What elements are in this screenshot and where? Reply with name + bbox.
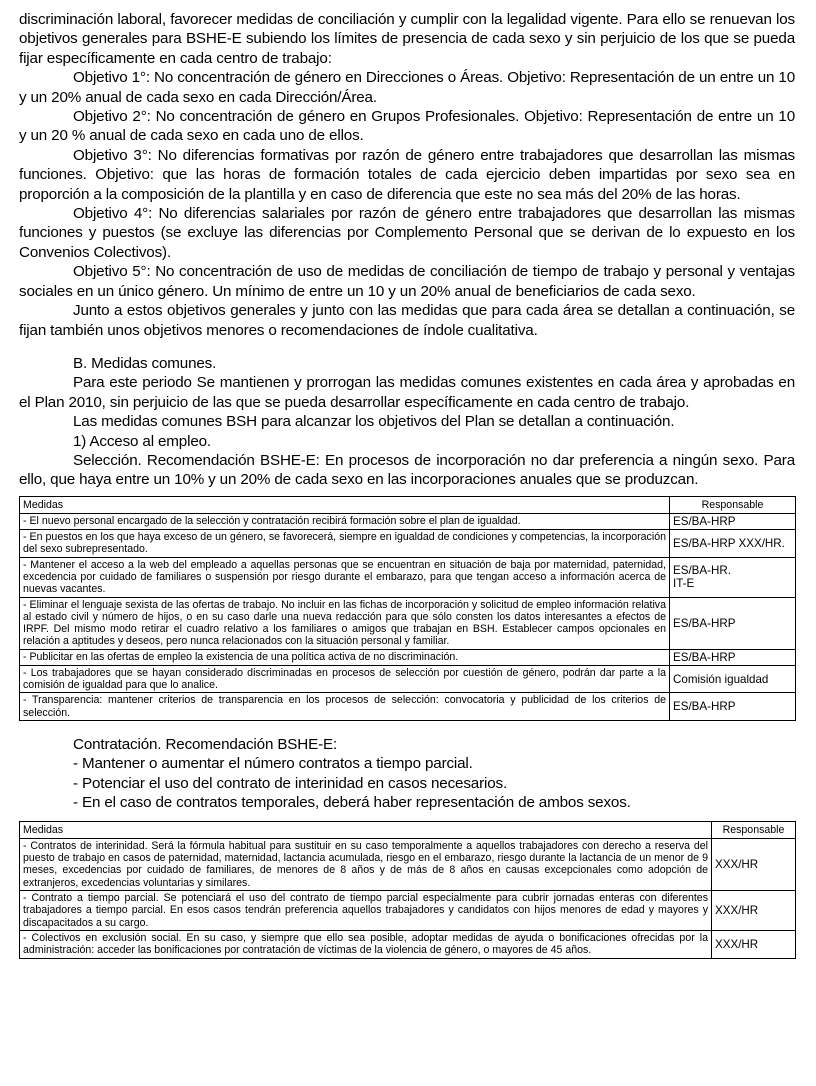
medida-cell: - Los trabajadores que se hayan considerado discriminadas en procesos de selección por cuestión de género, podrán dar parte a la comisión de igualdad para que lo analice. (20, 665, 670, 693)
objetivo-5: Objetivo 5°: No concentración de uso de medidas de conciliación de tiempo de trabajo y personal y ventajas sociales en un único género. Un mínimo de entre un 10 y un 20% anual de beneficiarios de cada sexo. (19, 263, 795, 300)
table-row (20, 557, 796, 597)
column-header-responsable: Responsable (712, 821, 796, 838)
responsable-cell: XXX/HR (712, 838, 796, 890)
section-b-paragraph-2: Las medidas comunes BSH para alcanzar los objetivos del Plan se detallan a continuación. (73, 413, 675, 431)
responsable-cell: ES/BA-HR. IT-E (670, 557, 796, 597)
medida-cell: - En puestos en los que haya exceso de un género, se favorecerá, siempre en igualdad de condiciones y competencias, la incorporación del sexo subrepresentado. (20, 530, 670, 558)
medida-cell: - Colectivos en exclusión social. En su caso, y siempre que ello sea posible, adoptar medidas de ayuda o bonificaciones ofrecidas por la administración: acceder las bonificaciones por contratación de víctimas de la violencia de género, o mayores de 45 años. (20, 930, 712, 958)
medida-cell: - Contratos de interinidad. Será la fórmula habitual para sustituir en su caso temporalmente a aquellos trabajadores con derecho a reserva del puesto de trabajo en casos de paternidad, maternidad, lactancia acumulada, riesgo en el embarazo, riesgo durante la lactancia de un menor de 9 meses, excedencias por cuidado de familiares, de menores de 8 años y de más de 8 años en causas excepcionales como adopción de extranjeros, excedencias voluntarias y similares. (20, 838, 712, 890)
objetivos-closing: Junto a estos objetivos generales y junto con las medidas que para cada área se detallan a continuación, se fijan también unos objetivos menores o recomendaciones de índole cualitativa. (19, 302, 795, 339)
column-header-medidas: Medidas (20, 821, 712, 838)
objetivo-3: Objetivo 3°: No diferencias formativas por razón de género entre trabajadores que desarrollan las mismas funciones. Objetivo: que las horas de formación totales de cada ejercicio deben impartidas por sexo sea en proporción a la composición de la plantilla y en caso de diferencia que este no sea más del 20% de las horas. (19, 146, 795, 203)
table-header-row (20, 496, 796, 513)
acceso-empleo-heading: 1) Acceso al empleo. (73, 432, 211, 450)
table-row (20, 891, 796, 931)
table-header-row (20, 821, 796, 838)
column-header-medidas: Medidas (20, 496, 670, 513)
responsable-cell: ES/BA-HRP (670, 693, 796, 721)
responsable-cell: ES/BA-HRP XXX/HR. (670, 530, 796, 558)
medida-cell: - Transparencia: mantener criterios de transparencia en los procesos de selección: convocatoria y publicidad de los criterios de selección. (20, 693, 670, 721)
table-row (20, 930, 796, 958)
contratacion-section (19, 735, 795, 813)
document-page (19, 10, 795, 959)
responsable-cell: ES/BA-HRP (670, 514, 796, 530)
seleccion-measures-table (19, 496, 796, 721)
medida-cell: - Contrato a tiempo parcial. Se potenciará el uso del contrato de tiempo parcial especialmente para cubrir jornadas enteras con diferentes trabajadores a tiempo parcial. En esos casos tendrán preferencia aquellos trabajadores y candidatos con hijos menores de edad y mayores y discapacitados a su cargo. (20, 891, 712, 931)
table-row (20, 649, 796, 665)
table-row (20, 597, 796, 649)
responsable-cell: ES/BA-HRP (670, 649, 796, 665)
column-header-responsable: Responsable (670, 496, 796, 513)
table-row (20, 530, 796, 558)
list-item: - En el caso de contratos temporales, deberá haber representación de ambos sexos. (73, 794, 631, 812)
intro-paragraph: discriminación laboral, favorecer medidas de conciliación y cumplir con la legalidad vigente. Para ello se renuevan los objetivos generales para BSHE-E subiendo los límites de presencia de cada sexo y sin perjuicio de los que se pueda fijar específicamente en cada centro de trabajo: (19, 11, 795, 67)
section-b-paragraph-1: Para este periodo Se mantienen y prorrogan las medidas comunes existentes en cada área y aprobadas en el Plan 2010, sin perjuicio de las que se pueda desarrollar específicamente en cada centro de trabajo. (19, 374, 795, 411)
table-row (20, 693, 796, 721)
responsable-cell: ES/BA-HRP (670, 597, 796, 649)
section-b-heading: B. Medidas comunes. (73, 354, 217, 372)
objetivo-4: Objetivo 4°: No diferencias salariales por razón de género entre trabajadores que desarrollan las mismas funciones y puestos (se excluye las diferencias por Complemento Personal que se derivan de lo expuesto en los Convenios Colectivos). (19, 205, 795, 261)
table-row (20, 514, 796, 530)
responsable-cell: XXX/HR (712, 930, 796, 958)
list-item: - Mantener o aumentar el número contratos a tiempo parcial. (73, 755, 473, 773)
seleccion-paragraph: Selección. Recomendación BSHE-E: En procesos de incorporación no dar preferencia a ningún sexo. Para ello, que haya entre un 10% y un 20% de cada sexo en las incorporaciones anuales que se produzcan. (19, 451, 795, 489)
medida-cell: - Mantener el acceso a la web del empleado a aquellas personas que se encuentran en situación de baja por maternidad, paternidad, excedencia por cuidado de familiares o suspensión por riesgo durante el embarazo, para que tengan acceso a información acerca de nuevas vacantes. (20, 557, 670, 597)
contratacion-heading: Contratación. Recomendación BSHE-E: (73, 735, 338, 753)
objetivo-2: Objetivo 2°: No concentración de género en Grupos Profesionales. Objetivo: Representación de entre un 10 y un 20 % anual de cada sexo en cada uno de ellos. (19, 108, 795, 145)
list-item: - Potenciar el uso del contrato de interinidad en casos necesarios. (73, 774, 508, 792)
responsable-cell: XXX/HR (712, 891, 796, 931)
medida-cell: - Publicitar en las ofertas de empleo la existencia de una política activa de no discriminación. (20, 649, 670, 665)
table-row (20, 665, 796, 693)
medida-cell: - El nuevo personal encargado de la selección y contratación recibirá formación sobre el plan de igualdad. (20, 514, 670, 530)
responsable-cell: Comisión igualdad (670, 665, 796, 693)
objetivo-1: Objetivo 1°: No concentración de género en Direcciones o Áreas. Objetivo: Representación de un entre un 10 y un 20% anual de cada sexo en cada Dirección/Área. (19, 69, 795, 106)
contratacion-measures-table (19, 821, 796, 959)
medida-cell: - Eliminar el lenguaje sexista de las ofertas de trabajo. No incluir en las fichas de incorporación y solicitud de empleo información relativa al estado civil y número de hijos, o en su caso darle una nueva redacción para que sólo consten los datos interesantes a efectos de IRPF. Del mismo modo retirar el cuadro relativo a los familiares o amigos que trabajan en BSH. Establecer campos opcionales en relación a aptitudes y deseos, pero nunca relacionados con la situación personal y familiar. (20, 597, 670, 649)
table-row (20, 838, 796, 890)
